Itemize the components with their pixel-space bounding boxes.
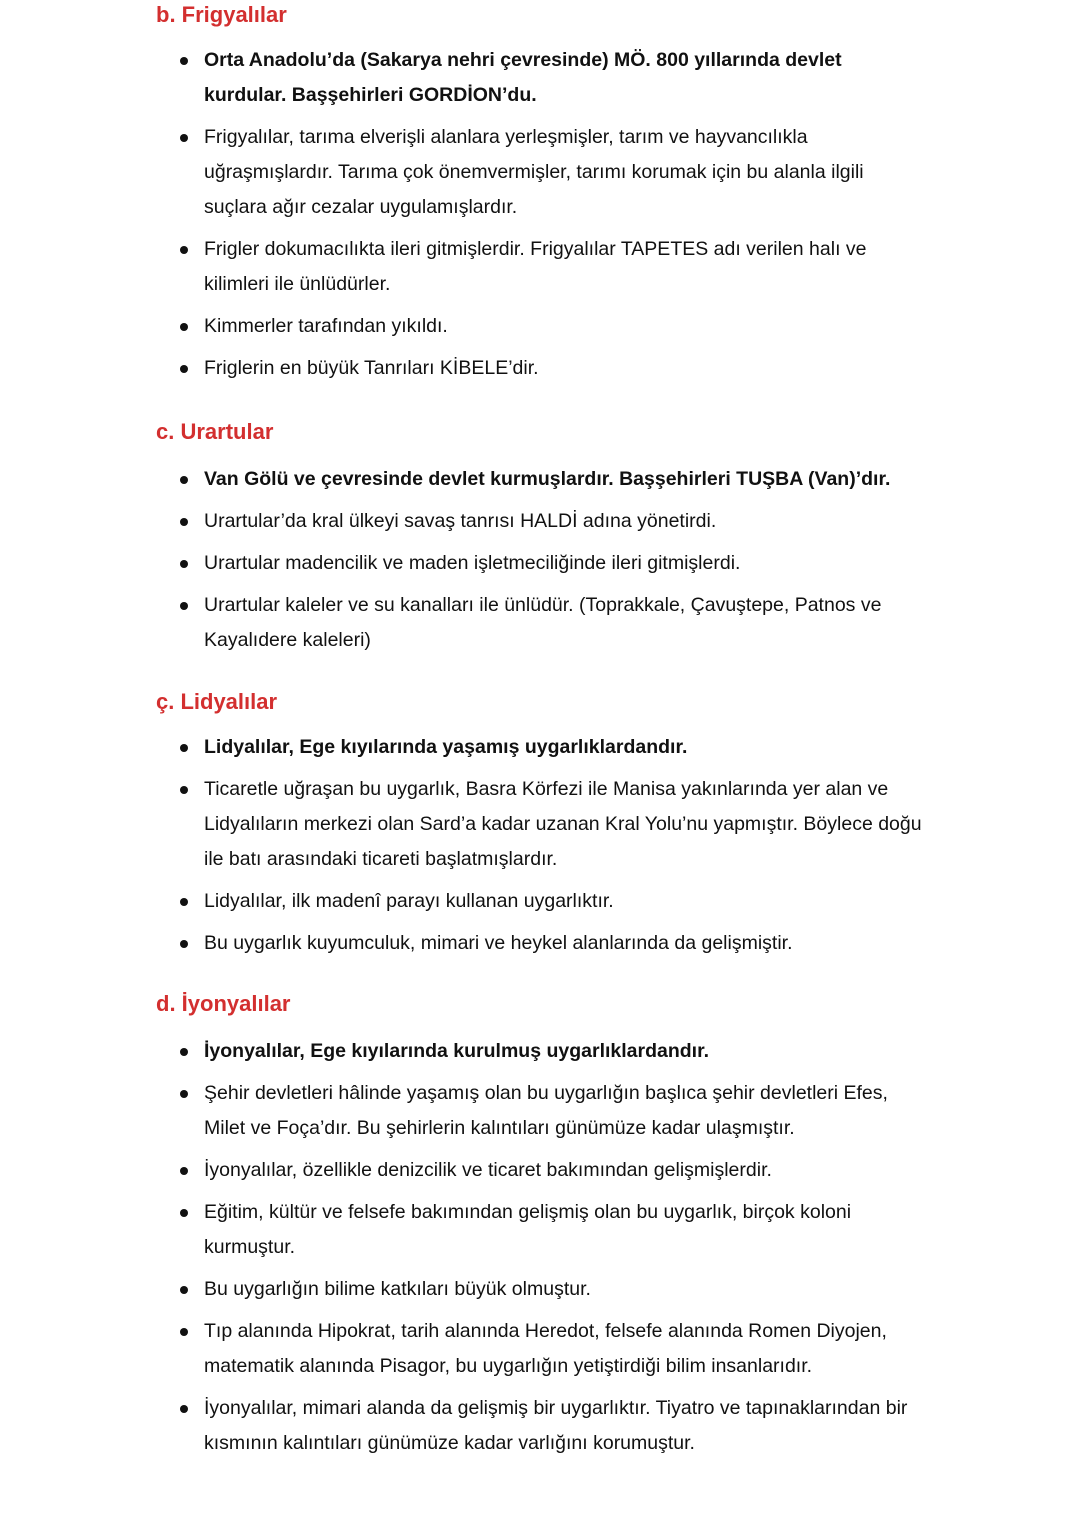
list-item bbox=[0, 1076, 924, 1146]
list-item bbox=[0, 1034, 924, 1069]
bullet-icon bbox=[180, 476, 188, 484]
bullet-icon bbox=[180, 1167, 188, 1175]
bullet-icon bbox=[180, 57, 188, 65]
list-item-text: İyonyalılar, mimari alanda da gelişmiş bir uygarlıktır. Tiyatro ve tapınaklarından bir kısmının kalıntıları günümüze kadar varlığını korumuştur. bbox=[204, 1397, 908, 1454]
bullet-icon bbox=[180, 898, 188, 906]
list-item bbox=[0, 309, 924, 344]
list-item-text: Frigyalılar, tarıma elverişli alanlara yerleşmişler, tarım ve hayvancılıkla uğraşmışlardır. Tarıma çok önemvermişler, tarımı korumak için bu alanla ilgili suçlara ağır cezalar uygulamışlardır. bbox=[204, 126, 864, 218]
list-item bbox=[0, 772, 924, 877]
bullet-icon bbox=[180, 940, 188, 948]
list-item-text: Urartular madencilik ve maden işletmeciliğinde ileri gitmişlerdi. bbox=[204, 552, 741, 574]
section-heading-iyonyalilar: d. İyonyalılar bbox=[156, 991, 291, 1016]
list-item-text: Frigler dokumacılıkta ileri gitmişlerdir. Frigyalılar TAPETES adı verilen halı ve kilimleri ile ünlüdürler. bbox=[204, 238, 867, 295]
list-item bbox=[0, 1391, 924, 1461]
list-item-text: Orta Anadolu’da (Sakarya nehri çevresinde) MÖ. 800 yıllarında devlet kurdular. Başşehirleri GORDİON’du. bbox=[204, 49, 842, 106]
list-item-text: Eğitim, kültür ve felsefe bakımından gelişmiş olan bu uygarlık, birçok koloni kurmuştur. bbox=[204, 1201, 852, 1258]
bullet-icon bbox=[180, 560, 188, 568]
list-item bbox=[0, 730, 924, 765]
bullet-icon bbox=[180, 365, 188, 373]
list-item bbox=[0, 43, 924, 113]
list-item bbox=[0, 232, 924, 302]
list-item-text: İyonyalılar, Ege kıyılarında kurulmuş uygarlıklardandır. bbox=[204, 1040, 710, 1062]
list-item-text: Bu uygarlık kuyumculuk, mimari ve heykel alanlarında da gelişmiştir. bbox=[204, 932, 793, 954]
section-heading-frigyalilar: b. Frigyalılar bbox=[156, 2, 287, 27]
bullet-icon bbox=[180, 602, 188, 610]
section-list-iyonyalilar bbox=[0, 1034, 924, 1468]
list-item-text: Bu uygarlığın bilime katkıları büyük olmuştur. bbox=[204, 1278, 591, 1300]
list-item bbox=[0, 504, 924, 539]
list-item bbox=[0, 351, 924, 386]
section-list-lidyalilar bbox=[0, 730, 924, 968]
bullet-icon bbox=[180, 1209, 188, 1217]
list-item-text: Ticaretle uğraşan bu uygarlık, Basra Körfezi ile Manisa yakınlarında yer alan ve Lidyalıların merkezi olan Sard’a kadar uzanan Kral Yolu’nu yapmıştır. Böylece doğu ile batı arasındaki ticareti başlatmışlardır. bbox=[204, 778, 922, 870]
list-item-text: Friglerin en büyük Tanrıları KİBELE’dir. bbox=[204, 357, 539, 379]
list-item-text: İyonyalılar, özellikle denizcilik ve ticaret bakımından gelişmişlerdir. bbox=[204, 1159, 772, 1181]
bullet-icon bbox=[180, 1328, 188, 1336]
list-item bbox=[0, 1314, 924, 1384]
list-item bbox=[0, 926, 924, 961]
section-list-urartular bbox=[0, 462, 924, 665]
list-item bbox=[0, 1272, 924, 1307]
list-item bbox=[0, 1153, 924, 1188]
list-item-text: Lidyalılar, Ege kıyılarında yaşamış uygarlıklardandır. bbox=[204, 736, 688, 758]
list-item bbox=[0, 884, 924, 919]
list-item bbox=[0, 546, 924, 581]
list-item-text: Van Gölü ve çevresinde devlet kurmuşlardır. Başşehirleri TUŞBA (Van)’dır. bbox=[204, 468, 891, 490]
bullet-icon bbox=[180, 323, 188, 331]
list-item-text: Lidyalılar, ilk madenî parayı kullanan uygarlıktır. bbox=[204, 890, 614, 912]
section-heading-lidyalilar: ç. Lidyalılar bbox=[156, 689, 278, 714]
list-item bbox=[0, 588, 924, 658]
list-item-text: Şehir devletleri hâlinde yaşamış olan bu uygarlığın başlıca şehir devletleri Efes, Milet ve Foça’dır. Bu şehirlerin kalıntıları günümüze kadar ulaşmıştır. bbox=[204, 1082, 888, 1139]
list-item-text: Urartular kaleler ve su kanalları ile ünlüdür. (Toprakkale, Çavuştepe, Patnos ve Kayalıdere kaleleri) bbox=[204, 594, 882, 651]
section-heading-urartular: c. Urartular bbox=[156, 419, 274, 444]
bullet-icon bbox=[180, 246, 188, 254]
list-item bbox=[0, 462, 924, 497]
list-item bbox=[0, 1195, 924, 1265]
list-item-text: Tıp alanında Hipokrat, tarih alanında Heredot, felsefe alanında Romen Diyojen, matematik alanında Pisagor, bu uygarlığın yetiştirdiği bilim insanlarıdır. bbox=[204, 1320, 887, 1377]
list-item bbox=[0, 120, 924, 225]
bullet-icon bbox=[180, 744, 188, 752]
bullet-icon bbox=[180, 786, 188, 794]
bullet-icon bbox=[180, 1405, 188, 1413]
list-item-text: Urartular’da kral ülkeyi savaş tanrısı HALDİ adına yönetirdi. bbox=[204, 510, 717, 532]
list-item-text: Kimmerler tarafından yıkıldı. bbox=[204, 315, 448, 337]
bullet-icon bbox=[180, 134, 188, 142]
bullet-icon bbox=[180, 1090, 188, 1098]
bullet-icon bbox=[180, 518, 188, 526]
bullet-icon bbox=[180, 1286, 188, 1294]
bullet-icon bbox=[180, 1048, 188, 1056]
section-list-frigyalilar bbox=[0, 43, 924, 393]
